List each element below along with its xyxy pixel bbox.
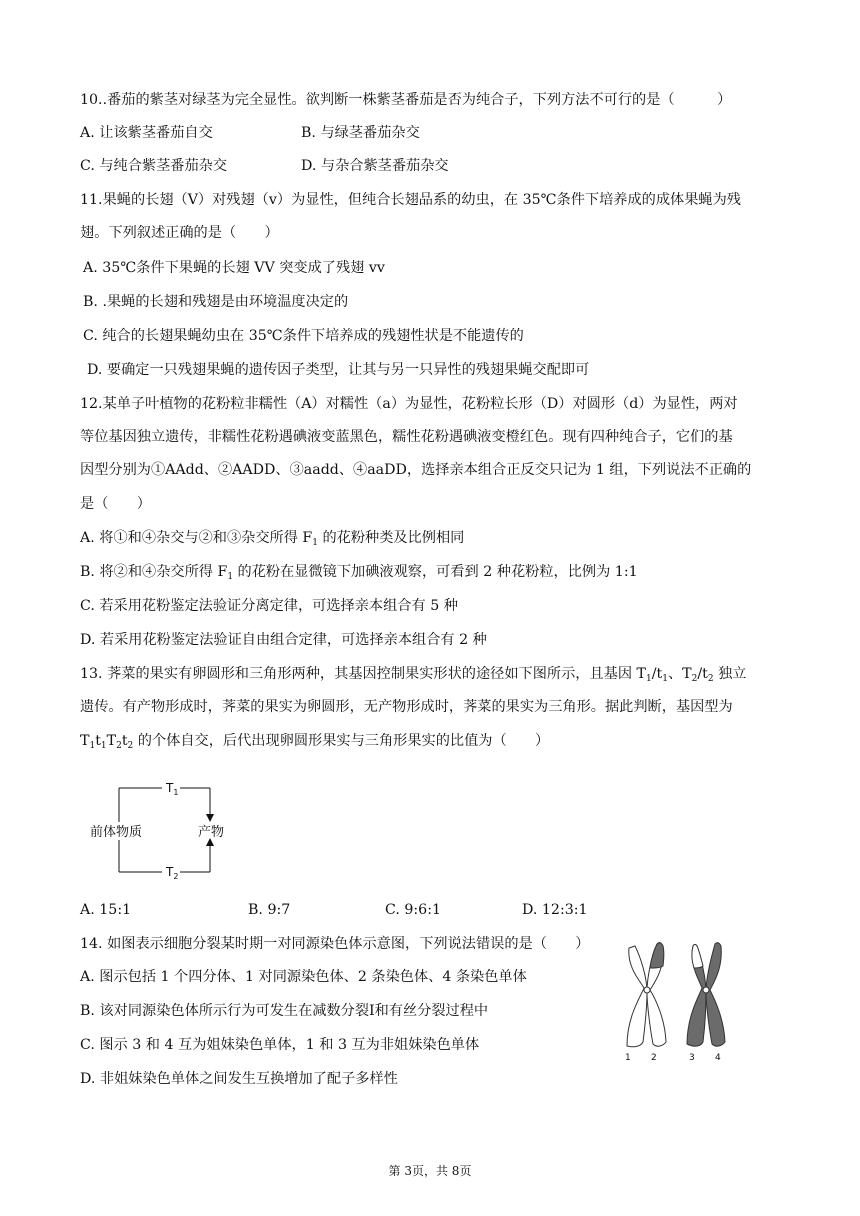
q13-stem-line2: 遗传。有产物形成时，荠菜的果实为卵圆形，无产物形成时，荠菜的果实为三角形。据此判断，基因型为 [80,699,733,715]
diagram-label-product: 产物 [198,825,225,840]
q13-option-c: C. 9:6:1 [385,902,442,918]
q12-option-d: D. 若采用花粉鉴定法验证自由组合定律，可选择亲本组合有 2 种 [80,632,487,648]
q10-stem: 10..番茄的紫茎对绿茎为完全显性。欲判断一株紫茎番茄是否为纯合子，下列方法不可行的是（ ） [80,92,732,108]
q12-option-b: B. 将②和④杂交所得 $F_1$ 的花粉在显微镜下加碘液观察，可看到 2 种花粉粒，比例为 1:1 [80,564,638,582]
q13-option-b: B. 9:7 [248,902,291,918]
chromatid-1 [627,946,647,1047]
q12-stem-line3: 因型分别为①AAdd、②AADD、③aadd、④aaDD，选择亲本组合正反交只记为 1 组，下列说法不正确的 [80,462,752,478]
chromatid-4 [706,943,725,1046]
q13-option-d: D. 12:3:1 [522,902,588,918]
q12-option-c: C. 若采用花粉鉴定法验证分离定律，可选择亲本组合有 5 种 [80,598,458,614]
chromatid-label-2: 2 [651,1053,657,1063]
q11-option-c: C. 纯合的长翅果蝇幼虫在 35℃条件下培养成的残翅性状是不能遗传的 [83,328,524,344]
pathway-diagram [80,770,240,890]
diagram-label-top: $T_1$ [166,781,179,797]
q11-option-b: B. .果蝇的长翅和残翅是由环境温度决定的 [83,294,349,310]
q10-option-d: D. 与杂合紫茎番茄杂交 [301,158,449,174]
q13-stem-line1: 13. 荠菜的果实有卵圆形和三角形两种，其基因控制果实形状的途径如下图所示，且基因 $T_1/t_1$、$T_2/t_2$ 独立 [80,666,747,684]
q10-option-b: B. 与绿茎番茄杂交 [301,125,420,141]
q12-stem-line1: 12.某单子叶植物的花粉粒非糯性（A）对糯性（a）为显性，花粉粒长形（D）对圆形（d）为显性，两对 [80,396,738,412]
q11-stem-line2: 翅。下列叙述正确的是（ ） [80,225,279,241]
q10-option-c: C. 与纯合紫茎番茄杂交 [80,158,228,174]
q11-option-d: D. 要确定一只残翅果蝇的遗传因子类型，让其与另一只异性的残翅果蝇交配即可 [87,362,590,378]
chromatid-2-shaded-tip [650,943,664,968]
chromatid-label-4: 4 [715,1053,721,1063]
q14-option-d: D. 非姐妹染色单体之间发生互换增加了配子多样性 [80,1071,398,1087]
q12-option-a: A. 将①和④杂交与②和③杂交所得 $F_1$ 的花粉种类及比例相同 [80,530,465,548]
centromere-left [644,987,650,993]
q14-option-b: B. 该对同源染色体所示行为可发生在减数分裂Ⅰ和有丝分裂过程中 [80,1003,489,1019]
q14-option-a: A. 图示包括 1 个四分体、1 对同源染色体、2 条染色体、4 条染色单体 [80,969,527,985]
q14-stem: 14. 如图表示细胞分裂某时期一对同源染色体示意图，下列说法错误的是（ ） [80,936,590,952]
page-footer: 第 3页，共 8页 [388,1164,472,1178]
q13-option-a: A. 15:1 [80,902,132,918]
chromosome-figure [615,938,740,1063]
q12-stem-line2: 等位基因独立遗传，非糯性花粉遇碘液变蓝黑色，糯性花粉遇碘液变橙红色。现有四种纯合子，它们的基 [80,429,733,445]
diagram-label-precursor: 前体物质 [90,825,143,840]
q13-stem-line3: $T_1t_1T_2t_2$ 的个体自交，后代出现卵圆形果实与三角形果实的比值为（ ） [80,733,550,751]
chromatid-label-3: 3 [689,1053,695,1063]
q14-option-c: C. 图示 3 和 4 互为姐妹染色单体，1 和 3 互为非姐妹染色单体 [80,1037,480,1053]
q11-option-a: A. 35℃条件下果蝇的长翅 VV 突变成了残翅 vv [83,260,385,276]
chromatid-label-1: 1 [625,1053,631,1063]
q11-stem-line1: 11.果蝇的长翅（V）对残翅（v）为显性，但纯合长翅品系的幼虫，在 35℃条件下培养成的成体果蝇为残 [80,192,741,208]
arrow-down-icon [206,814,214,822]
q10-option-a: A. 让该紫茎番茄自交 [80,125,213,141]
diagram-label-bottom: $T_2$ [166,865,179,881]
centromere-right [703,987,709,993]
q12-stem-line4: 是（ ） [80,496,151,512]
chromatid-3-white-tip [692,945,703,969]
